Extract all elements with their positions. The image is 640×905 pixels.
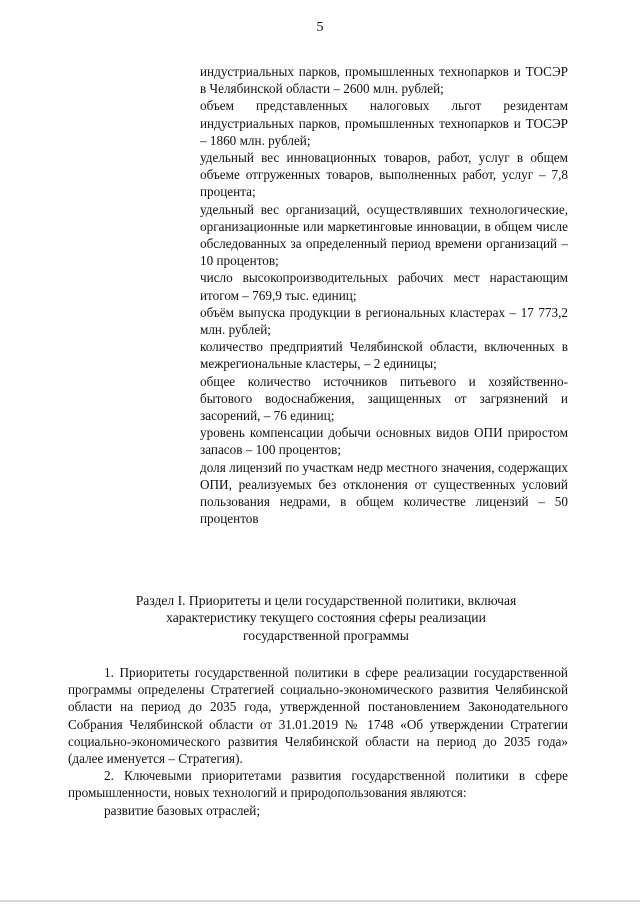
page-bottom-edge [0, 900, 640, 902]
indicator-item: общее количество источников питьевого и хозяйственно-бытового водоснабжения, защищенных от загрязнений и засорений, – 76 единиц; [200, 373, 568, 424]
paragraph: 2. Ключевыми приоритетами развития государственной политики в сфере промышленности, новых технологий и природопользования являются: [68, 768, 568, 801]
page-number: 5 [316, 20, 324, 35]
section-title-line: государственной программы [243, 627, 409, 643]
section-title-line: характеристику текущего состояния сферы реализации [166, 610, 486, 626]
section-title-line: Раздел I. Приоритеты и цели государственной политики, включая [135, 593, 517, 608]
indicator-item: доля лицензий по участкам недр местного значения, содержащих ОПИ, реализуемых без отклонения от существенных условий пользования недрами, в общем количестве лицензий – 50 процентов [200, 459, 568, 527]
paragraph: 1. Приоритеты государственной политики в сфере реализации государственной программы определены Стратегией социально-экономического развития Челябинской области на период до 2035 года, утвержденной постановлением Законодательного Собрания Челябинской области от 31.01.2019 № 1748 «Об утверждении Стратегии социально-экономического развития Челябинской области на период до 2035 года» (далее именуется – Стратегия). [68, 665, 568, 767]
indicator-list [200, 63, 568, 527]
indicator-item: уровень компенсации добычи основных видов ОПИ приростом запасов – 100 процентов; [200, 425, 568, 458]
indicator-item: объем представленных налоговых льгот резидентам индустриальных парков, промышленных технопарков и ТОСЭР – 1860 млн. рублей; [200, 98, 568, 148]
body-text [68, 664, 568, 819]
indicator-item: индустриальных парков, промышленных технопарков и ТОСЭР в Челябинской области – 2600 млн. рублей; [200, 64, 568, 97]
indicator-item: объём выпуска продукции в региональных кластерах – 17 773,2 млн. рублей; [200, 304, 568, 338]
indicator-item: число высокопроизводительных рабочих мест нарастающим итогом – 769,9 тыс. единиц; [200, 270, 568, 303]
section-title [90, 592, 562, 644]
paragraph: развитие базовых отраслей; [104, 802, 260, 818]
indicator-item: количество предприятий Челябинской области, включенных в межрегиональные кластеры, – 2 единицы; [200, 339, 568, 372]
indicator-item: удельный вес организаций, осуществлявших технологические, организационные или маркетинговые инновации, в общем числе обследованных за определенный период времени организаций – 10 процентов; [200, 201, 568, 269]
indicator-item: удельный вес инновационных товаров, работ, услуг в общем объеме отгруженных товаров, выполненных работ, услуг – 7,8 процента; [200, 150, 568, 200]
